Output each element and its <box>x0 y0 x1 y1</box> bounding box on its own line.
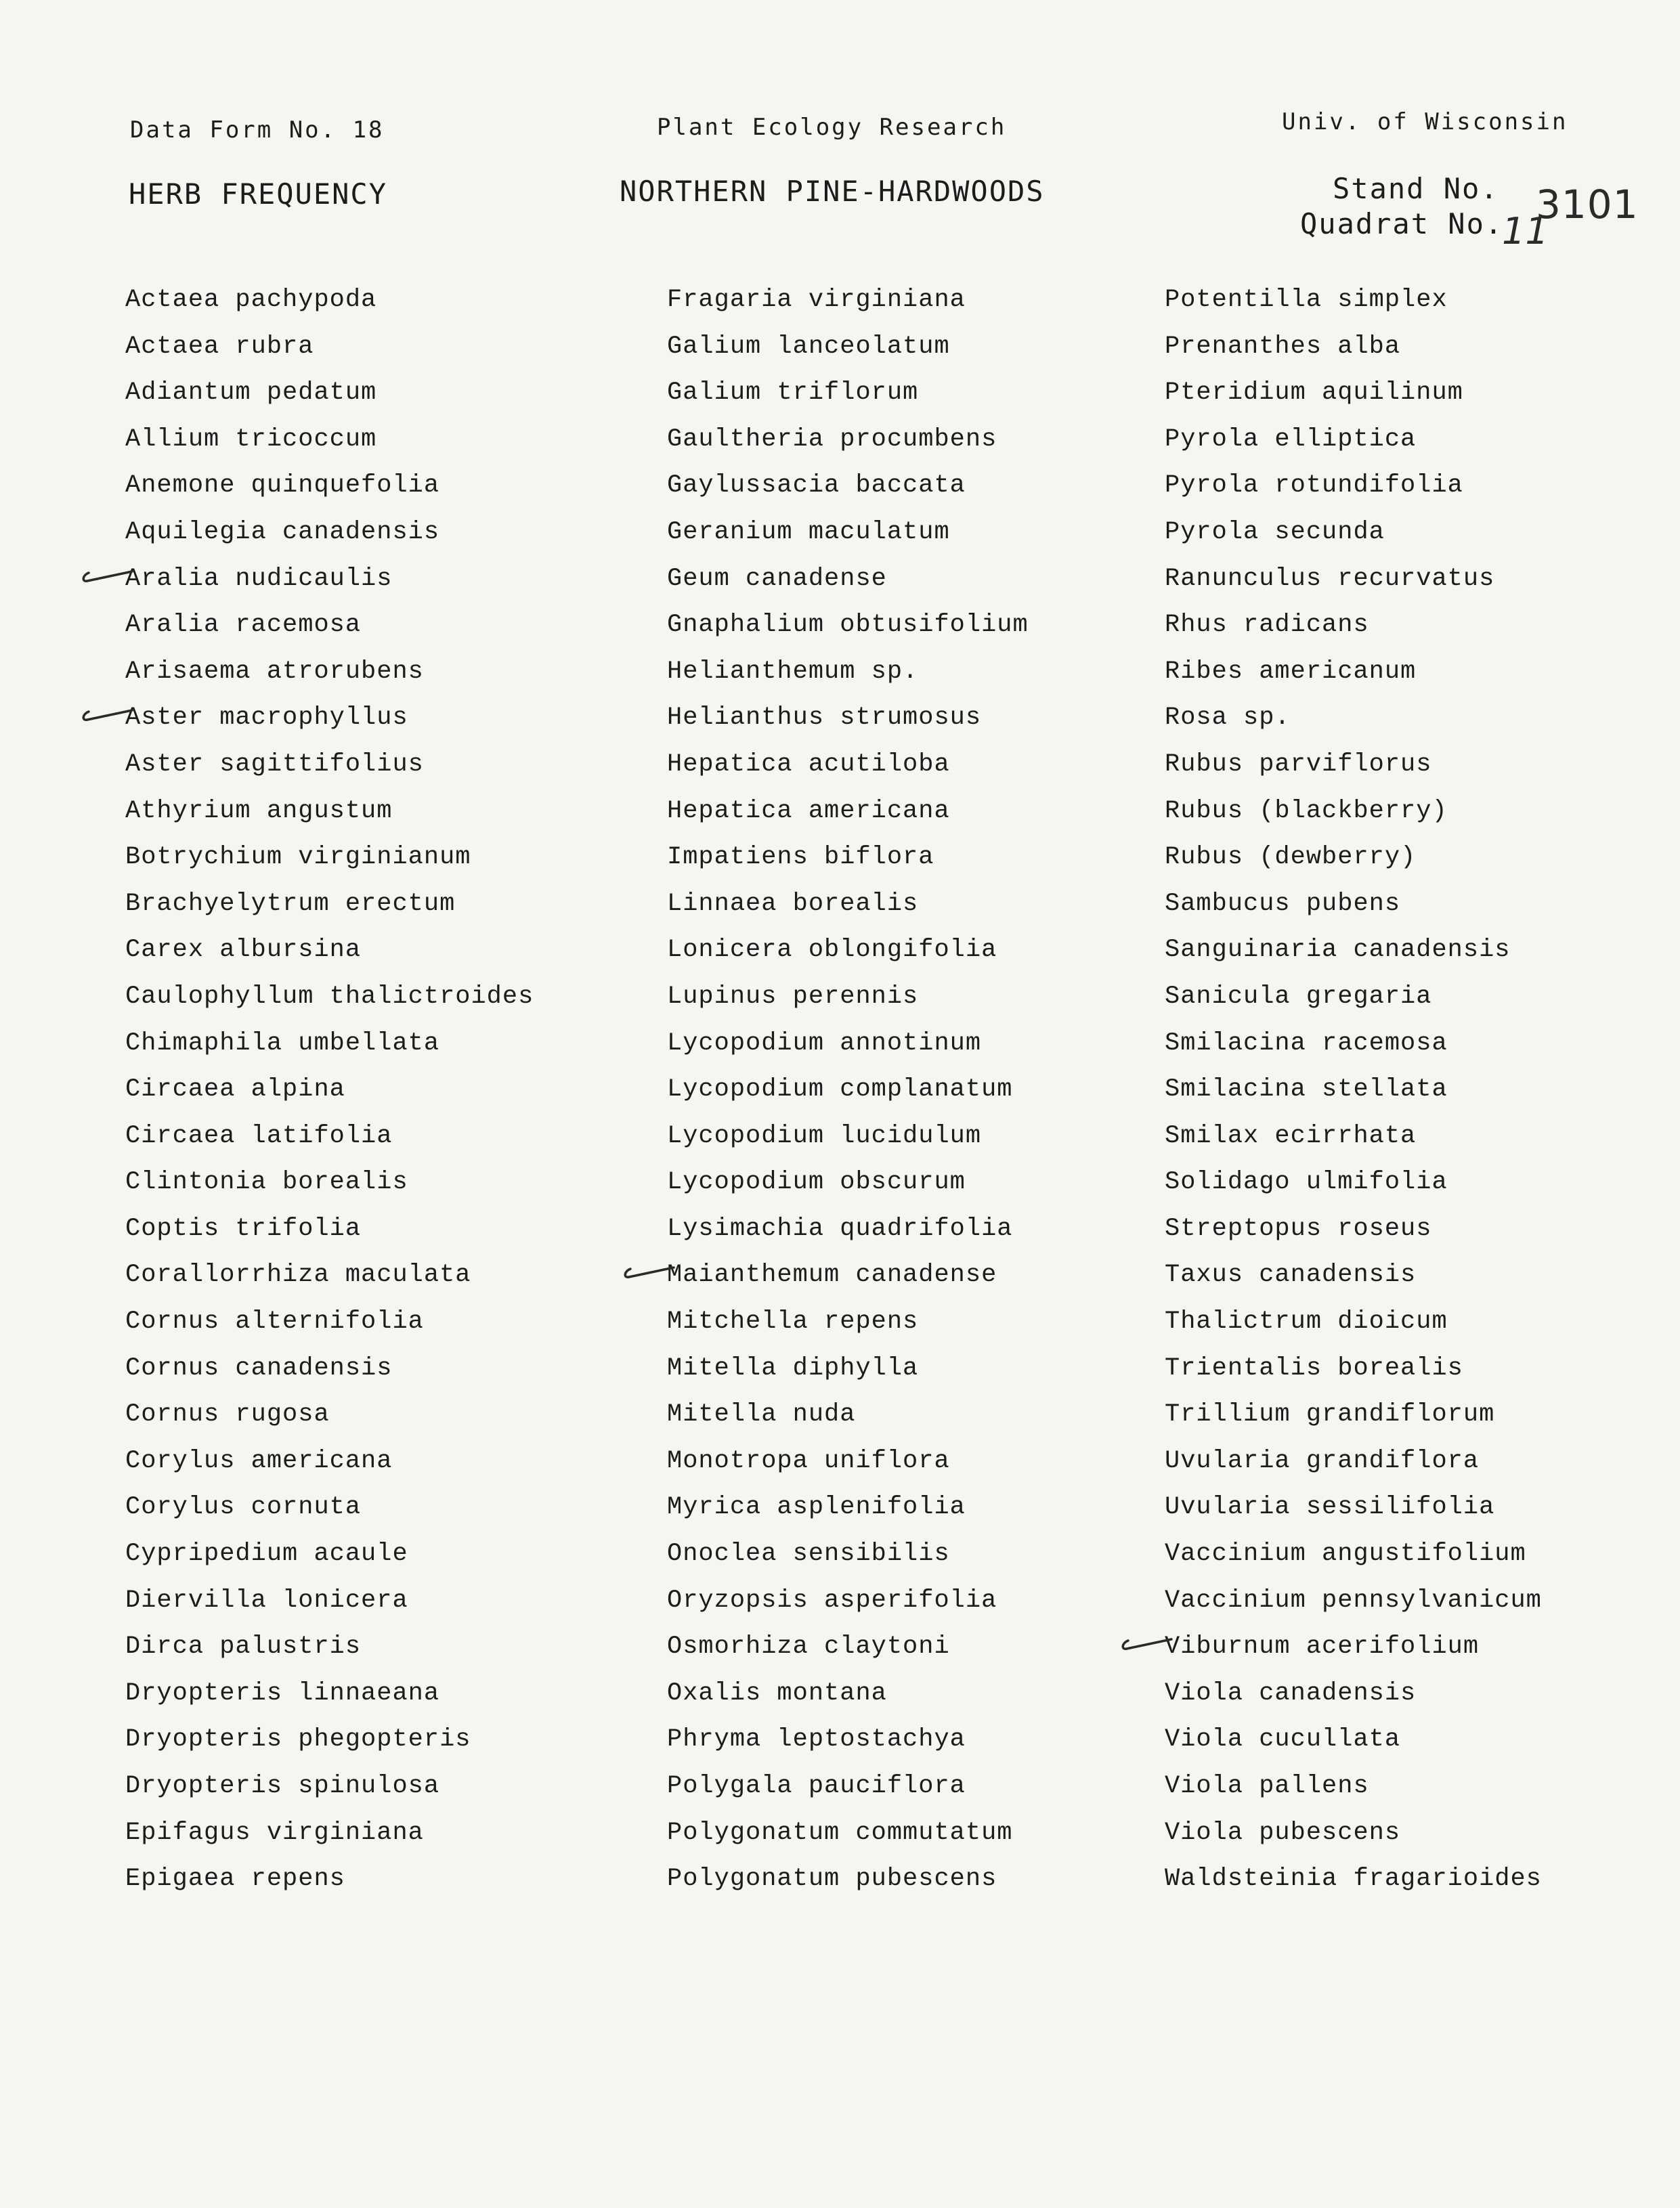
species-name: Pteridium aquilinum <box>1165 378 1463 408</box>
species-item <box>667 1073 1029 1119</box>
species-name: Lycopodium complanatum <box>667 1075 1013 1104</box>
species-item <box>125 1584 534 1630</box>
species-item <box>125 1165 534 1212</box>
species-name: Vaccinium pennsylvanicum <box>1165 1586 1542 1615</box>
species-item <box>1165 1537 1542 1584</box>
species-item <box>667 1026 1029 1073</box>
species-item <box>1165 423 1542 469</box>
species-name: Cornus canadensis <box>125 1354 393 1383</box>
species-name: Athyrium angustum <box>125 796 393 825</box>
species-item <box>125 1073 534 1119</box>
species-item <box>667 1351 1029 1398</box>
species-name: Lysimachia quadrifolia <box>667 1214 1013 1243</box>
species-item <box>667 515 1029 562</box>
species-name: Hepatica americana <box>667 796 950 825</box>
species-name: Polygala pauciflora <box>667 1772 966 1800</box>
species-name: Anemone quinquefolia <box>125 471 440 500</box>
species-item <box>667 1444 1029 1491</box>
species-name: Vaccinium angustifolium <box>1165 1540 1526 1569</box>
species-name: Maianthemum canadense <box>667 1261 997 1290</box>
species-name: Pyrola elliptica <box>1165 425 1417 454</box>
species-item <box>1165 1444 1542 1491</box>
species-name: Cornus alternifolia <box>125 1307 424 1337</box>
species-name: Circaea latifolia <box>125 1121 393 1150</box>
species-name: Sanguinaria canadensis <box>1165 936 1511 965</box>
species-item <box>125 887 534 934</box>
species-name: Coptis trifolia <box>125 1214 362 1243</box>
species-name: Viola canadensis <box>1165 1679 1417 1708</box>
species-name: Trientalis borealis <box>1165 1354 1463 1383</box>
species-name: Rubus parviflorus <box>1165 750 1432 779</box>
species-name: Galium triflorum <box>667 378 919 408</box>
species-name: Smilacina racemosa <box>1165 1029 1448 1058</box>
species-name: Gaultheria procumbens <box>667 425 997 454</box>
species-name: Corallorrhiza maculata <box>125 1261 471 1290</box>
species-item <box>125 748 534 794</box>
species-item <box>667 283 1029 330</box>
species-item <box>667 1212 1029 1259</box>
species-name: Arisaema atrorubens <box>125 657 424 686</box>
species-item <box>1165 1490 1542 1537</box>
species-item <box>125 1862 534 1909</box>
species-item <box>125 840 534 887</box>
species-name: Oxalis montana <box>667 1679 887 1708</box>
species-item <box>1165 1769 1542 1816</box>
stand-number: 3101 <box>1536 181 1639 228</box>
species-name: Cypripedium acaule <box>125 1540 408 1569</box>
species-item <box>667 562 1029 609</box>
species-name: Osmorhiza claytoni <box>667 1632 950 1662</box>
species-item <box>667 933 1029 980</box>
university-name: Univ. of Wisconsin <box>1282 108 1568 135</box>
species-item <box>1165 840 1542 887</box>
species-item <box>125 376 534 423</box>
quadrat-label: Quadrat No. <box>1300 207 1504 240</box>
species-name: Circaea alpina <box>125 1075 345 1104</box>
species-column-2 <box>667 283 1029 1909</box>
species-item <box>667 1584 1029 1630</box>
species-name: Actaea pachypoda <box>125 286 377 314</box>
species-name: Trillium grandiflorum <box>1165 1400 1495 1429</box>
species-item <box>667 1305 1029 1351</box>
species-name: Ribes americanum <box>1165 657 1417 686</box>
species-item <box>667 1676 1029 1723</box>
species-item <box>667 1258 1029 1305</box>
species-item <box>1165 1723 1542 1769</box>
species-name: Lycopodium annotinum <box>667 1029 982 1058</box>
species-name: Smilax ecirrhata <box>1165 1121 1417 1150</box>
species-item <box>125 980 534 1026</box>
species-item <box>667 376 1029 423</box>
species-name: Gnaphalium obtusifolium <box>667 611 1029 640</box>
species-item <box>667 655 1029 701</box>
species-name: Viola cucullata <box>1165 1725 1401 1754</box>
species-item <box>1165 887 1542 934</box>
species-name: Caulophyllum thalictroides <box>125 982 534 1011</box>
species-name: Dryopteris spinulosa <box>125 1772 440 1800</box>
stand-label: Stand No. <box>1333 172 1499 205</box>
species-name: Diervilla lonicera <box>125 1586 408 1615</box>
species-item <box>125 1490 534 1537</box>
check-mark-icon <box>79 566 133 589</box>
research-title: Plant Ecology Research <box>657 114 1007 141</box>
form-title: HERB FREQUENCY <box>129 177 388 211</box>
species-name: Ranunculus recurvatus <box>1165 564 1495 593</box>
species-item <box>125 1398 534 1444</box>
species-name: Gaylussacia baccata <box>667 471 966 500</box>
species-name: Lycopodium obscurum <box>667 1168 966 1197</box>
species-name: Prenanthes alba <box>1165 332 1401 361</box>
species-name: Aquilegia canadensis <box>125 517 440 546</box>
species-item <box>125 933 534 980</box>
species-item <box>125 562 534 609</box>
species-name: Viola pallens <box>1165 1772 1369 1800</box>
species-item <box>667 1723 1029 1769</box>
species-name: Brachyelytrum erectum <box>125 889 456 918</box>
species-item <box>667 840 1029 887</box>
species-item <box>667 701 1029 748</box>
species-name: Lonicera oblongifolia <box>667 936 997 965</box>
species-item <box>1165 1165 1542 1212</box>
species-name: Onoclea sensibilis <box>667 1540 950 1569</box>
community-title: NORTHERN PINE-HARDWOODS <box>620 175 1045 208</box>
species-item <box>1165 748 1542 794</box>
species-item <box>667 1398 1029 1444</box>
species-item <box>667 608 1029 655</box>
species-item <box>667 1537 1029 1584</box>
species-item <box>1165 933 1542 980</box>
species-item <box>667 469 1029 515</box>
species-item <box>1165 794 1542 841</box>
species-name: Phryma leptostachya <box>667 1725 966 1754</box>
species-name: Helianthemum sp. <box>667 657 919 686</box>
species-item <box>1165 376 1542 423</box>
species-item <box>125 283 534 330</box>
species-name: Aralia nudicaulis <box>125 564 393 593</box>
species-column-3 <box>1165 283 1542 1909</box>
species-item <box>667 1490 1029 1537</box>
species-item <box>1165 980 1542 1026</box>
species-item <box>1165 1212 1542 1259</box>
species-name: Viola pubescens <box>1165 1818 1401 1847</box>
species-name: Monotropa uniflora <box>667 1446 950 1475</box>
species-name: Smilacina stellata <box>1165 1075 1448 1104</box>
species-name: Lycopodium lucidulum <box>667 1121 982 1150</box>
species-name: Solidago ulmifolia <box>1165 1168 1448 1197</box>
species-name: Clintonia borealis <box>125 1168 408 1197</box>
species-item <box>1165 1676 1542 1723</box>
species-item <box>1165 1305 1542 1351</box>
species-name: Geum canadense <box>667 564 887 593</box>
species-name: Helianthus strumosus <box>667 703 982 733</box>
species-item <box>1165 1584 1542 1630</box>
species-name: Impatiens biflora <box>667 843 934 872</box>
species-item <box>125 515 534 562</box>
species-item <box>1165 330 1542 376</box>
species-item <box>1165 515 1542 562</box>
species-name: Taxus canadensis <box>1165 1261 1417 1290</box>
species-item <box>1165 562 1542 609</box>
species-item <box>1165 1398 1542 1444</box>
species-name: Rhus radicans <box>1165 611 1369 640</box>
species-name: Geranium maculatum <box>667 517 950 546</box>
species-item <box>1165 1026 1542 1073</box>
species-name: Aster sagittifolius <box>125 750 424 779</box>
species-name: Epigaea repens <box>125 1865 345 1894</box>
species-item <box>1165 701 1542 748</box>
species-item <box>1165 608 1542 655</box>
species-item <box>125 1305 534 1351</box>
species-item <box>1165 283 1542 330</box>
species-name: Mitella diphylla <box>667 1354 919 1383</box>
species-item <box>1165 1630 1542 1676</box>
species-item <box>667 1630 1029 1676</box>
species-item <box>125 469 534 515</box>
quadrat-number: 11 <box>1502 210 1549 253</box>
species-item <box>125 1444 534 1491</box>
species-item <box>125 1351 534 1398</box>
species-name: Waldsteinia fragarioides <box>1165 1865 1542 1894</box>
species-name: Rubus (dewberry) <box>1165 843 1417 872</box>
species-name: Viburnum acerifolium <box>1165 1632 1480 1662</box>
check-mark-icon <box>1119 1634 1173 1657</box>
species-name: Polygonatum pubescens <box>667 1865 997 1894</box>
form-number: Data Form No. 18 <box>130 116 385 144</box>
species-name: Hepatica acutiloba <box>667 750 950 779</box>
species-name: Carex albursina <box>125 936 362 965</box>
species-item <box>667 423 1029 469</box>
species-item <box>1165 1351 1542 1398</box>
species-item <box>667 794 1029 841</box>
species-name: Mitchella repens <box>667 1307 919 1337</box>
species-name: Galium lanceolatum <box>667 332 950 361</box>
species-item <box>1165 1119 1542 1166</box>
species-item <box>125 1769 534 1816</box>
species-name: Actaea rubra <box>125 332 314 361</box>
species-name: Uvularia grandiflora <box>1165 1446 1480 1475</box>
species-name: Uvularia sessilifolia <box>1165 1493 1495 1522</box>
species-name: Streptopus roseus <box>1165 1214 1432 1243</box>
species-item <box>667 1816 1029 1863</box>
species-item <box>125 1258 534 1305</box>
species-name: Lupinus perennis <box>667 982 919 1011</box>
species-name: Dryopteris phegopteris <box>125 1725 471 1754</box>
species-item <box>667 1769 1029 1816</box>
species-name: Sanicula gregaria <box>1165 982 1432 1011</box>
species-item <box>125 1630 534 1676</box>
species-item <box>667 980 1029 1026</box>
species-name: Rosa sp. <box>1165 703 1291 733</box>
species-name: Pyrola rotundifolia <box>1165 471 1463 500</box>
species-name: Corylus cornuta <box>125 1493 362 1522</box>
species-name: Pyrola secunda <box>1165 517 1385 546</box>
species-name: Mitella nuda <box>667 1400 856 1429</box>
species-item <box>1165 1816 1542 1863</box>
species-name: Epifagus virginiana <box>125 1818 424 1847</box>
species-item <box>1165 1073 1542 1119</box>
species-item <box>125 794 534 841</box>
species-name: Linnaea borealis <box>667 889 919 918</box>
species-name: Dryopteris linnaeana <box>125 1679 440 1708</box>
species-item <box>125 330 534 376</box>
species-item <box>667 748 1029 794</box>
species-name: Thalictrum dioicum <box>1165 1307 1448 1337</box>
species-name: Dirca palustris <box>125 1632 362 1662</box>
species-item <box>1165 1258 1542 1305</box>
species-item <box>667 1862 1029 1909</box>
species-item <box>1165 655 1542 701</box>
species-item <box>125 1537 534 1584</box>
species-item <box>125 423 534 469</box>
species-name: Fragaria virginiana <box>667 286 966 314</box>
species-item <box>125 1026 534 1073</box>
species-name: Corylus americana <box>125 1446 393 1475</box>
species-name: Sambucus pubens <box>1165 889 1401 918</box>
species-name: Chimaphila umbellata <box>125 1029 440 1058</box>
species-item <box>125 1119 534 1166</box>
species-item <box>667 1119 1029 1166</box>
species-item <box>125 1816 534 1863</box>
species-name: Adiantum pedatum <box>125 378 377 408</box>
species-name: Allium tricoccum <box>125 425 377 454</box>
species-item <box>125 608 534 655</box>
species-item <box>125 1212 534 1259</box>
species-name: Oryzopsis asperifolia <box>667 1586 997 1615</box>
species-name: Myrica asplenifolia <box>667 1493 966 1522</box>
check-mark-icon <box>621 1262 675 1285</box>
species-name: Botrychium virginianum <box>125 843 471 872</box>
species-item <box>667 887 1029 934</box>
species-name: Rubus (blackberry) <box>1165 796 1448 825</box>
species-item <box>125 655 534 701</box>
species-item <box>667 1165 1029 1212</box>
species-item <box>125 701 534 748</box>
species-item <box>1165 469 1542 515</box>
species-name: Cornus rugosa <box>125 1400 330 1429</box>
species-name: Potentilla simplex <box>1165 286 1448 314</box>
species-name: Aralia racemosa <box>125 611 362 640</box>
species-column-1 <box>125 283 534 1909</box>
species-item <box>667 330 1029 376</box>
species-item <box>125 1676 534 1723</box>
species-item <box>125 1723 534 1769</box>
species-name: Aster macrophyllus <box>125 703 408 733</box>
species-item <box>1165 1862 1542 1909</box>
check-mark-icon <box>79 705 133 728</box>
species-name: Polygonatum commutatum <box>667 1818 1013 1847</box>
